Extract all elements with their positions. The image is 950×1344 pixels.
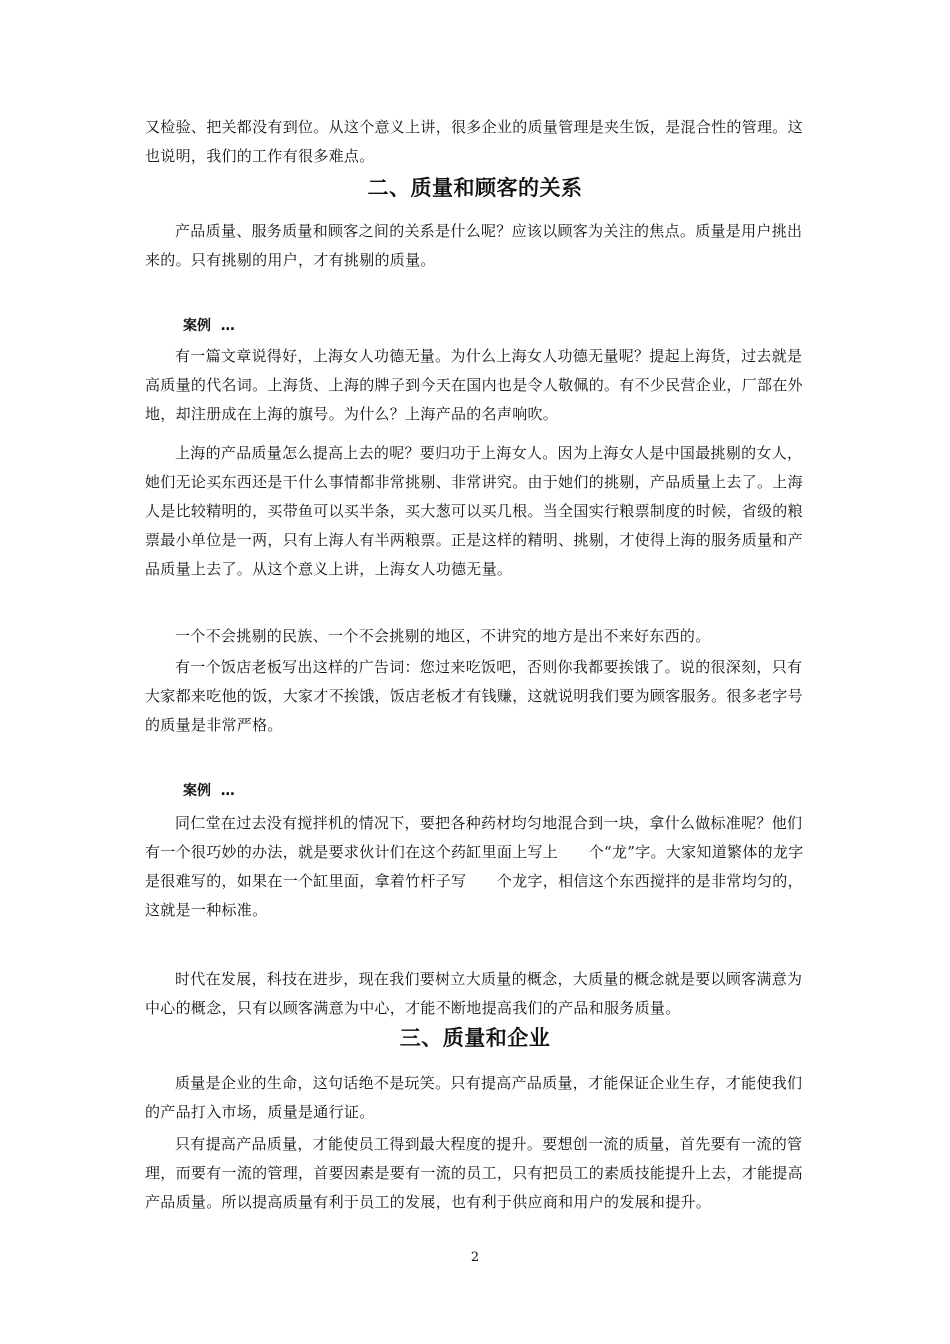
case1-paragraph-shanghai-women: 有一篇文章说得好，上海女人功德无量。为什么上海女人功德无量呢？提起上海货，过去就是高质量的代名词。上海货、上海的牌子到今天在国内也是令人敬佩的。有不少民营企业，厂部在外地，却注册成在上海的旗号。为什么？上海产品的名声响吹。 xyxy=(145,347,803,423)
case1-paragraph-shanghai-quality: 上海的产品质量怎么提高上去的呢？要归功于上海女人。因为上海女人是中国最挑剔的女人，她们无论买东西还是干什么事情都非常挑剔、非常讲究。由于她们的挑剔，产品质量上去了。上海人是比较精明的，买带鱼可以买半条，买大葱可以买几根。当全国实行粮票制度的时候，省级的粮票最小单位是一两，只有上海人有半两粮票。正是这样的精明、挑剔，才使得上海的服务质量和产品质量上去了。从这个意义上讲，上海女人功德无量。 xyxy=(145,444,803,578)
case-label-1: 案例 … xyxy=(183,318,235,334)
intro-paragraph: 又检验、把关都没有到位。从这个意义上讲，很多企业的质量管理是夹生饭，是混合性的管理。这也说明，我们的工作有很多难点。 xyxy=(145,118,803,165)
paragraph-restaurant-ad: 有一个饭店老板写出这样的广告词：您过来吃饭吧，否则你我都要挨饿了。说的很深刻，只有大家都来吃他的饭，大家才不挨饿，饭店老板才有钱赚，这就说明我们要为顾客服务。很多老字号的质量是非常严格。 xyxy=(145,658,803,734)
paragraph-quality-employees: 只有提高产品质量，才能使员工得到最大程度的提升。要想创一流的质量，首先要有一流的管理，而要有一流的管理，首要因素是要有一流的员工，只有把员工的素质技能提升上去，才能提高产品质量。所以提高质量有利于员工的发展，也有利于供应商和用户的发展和提升。 xyxy=(145,1135,803,1211)
section-heading-customer: 二、质量和顾客的关系 xyxy=(367,176,583,200)
paragraph-quality-life: 质量是企业的生命，这句话绝不是玩笑。只有提高产品质量，才能保证企业生存，才能使我们的产品打入市场，质量是通行证。 xyxy=(145,1074,803,1121)
paragraph-picky-nation: 一个不会挑剔的民族、一个不会挑剔的地区，不讲究的地方是出不来好东西的。 xyxy=(175,627,711,645)
paragraph-quality-customer: 产品质量、服务质量和顾客之间的关系是什么呢？应该以顾客为关注的焦点。质量是用户挑出来的。只有挑剔的用户，才有挑剔的质量。 xyxy=(145,222,803,269)
paragraph-big-quality: 时代在发展，科技在进步，现在我们要树立大质量的概念，大质量的概念就是要以顾客满意为中心的概念，只有以顾客满意为中心，才能不断地提高我们的产品和服务质量。 xyxy=(145,970,803,1017)
case2-paragraph-tongrentang: 同仁堂在过去没有搅拌机的情况下，要把各种药材均匀地混合到一块，拿什么做标准呢？他们有一个很巧妙的办法，就是要求伙计们在这个药缸里面上写上 个“龙”字。大家知道繁体的龙字是很难写的，如果在一个缸里面，拿着竹杆子写 个龙字，相信这个东西搅拌的是非常均匀的，这就是一种标准。 xyxy=(145,814,804,919)
case-label-2: 案例 … xyxy=(183,783,235,799)
section-heading-enterprise: 三、质量和企业 xyxy=(399,1026,551,1050)
page-number: 2 xyxy=(470,1250,480,1265)
